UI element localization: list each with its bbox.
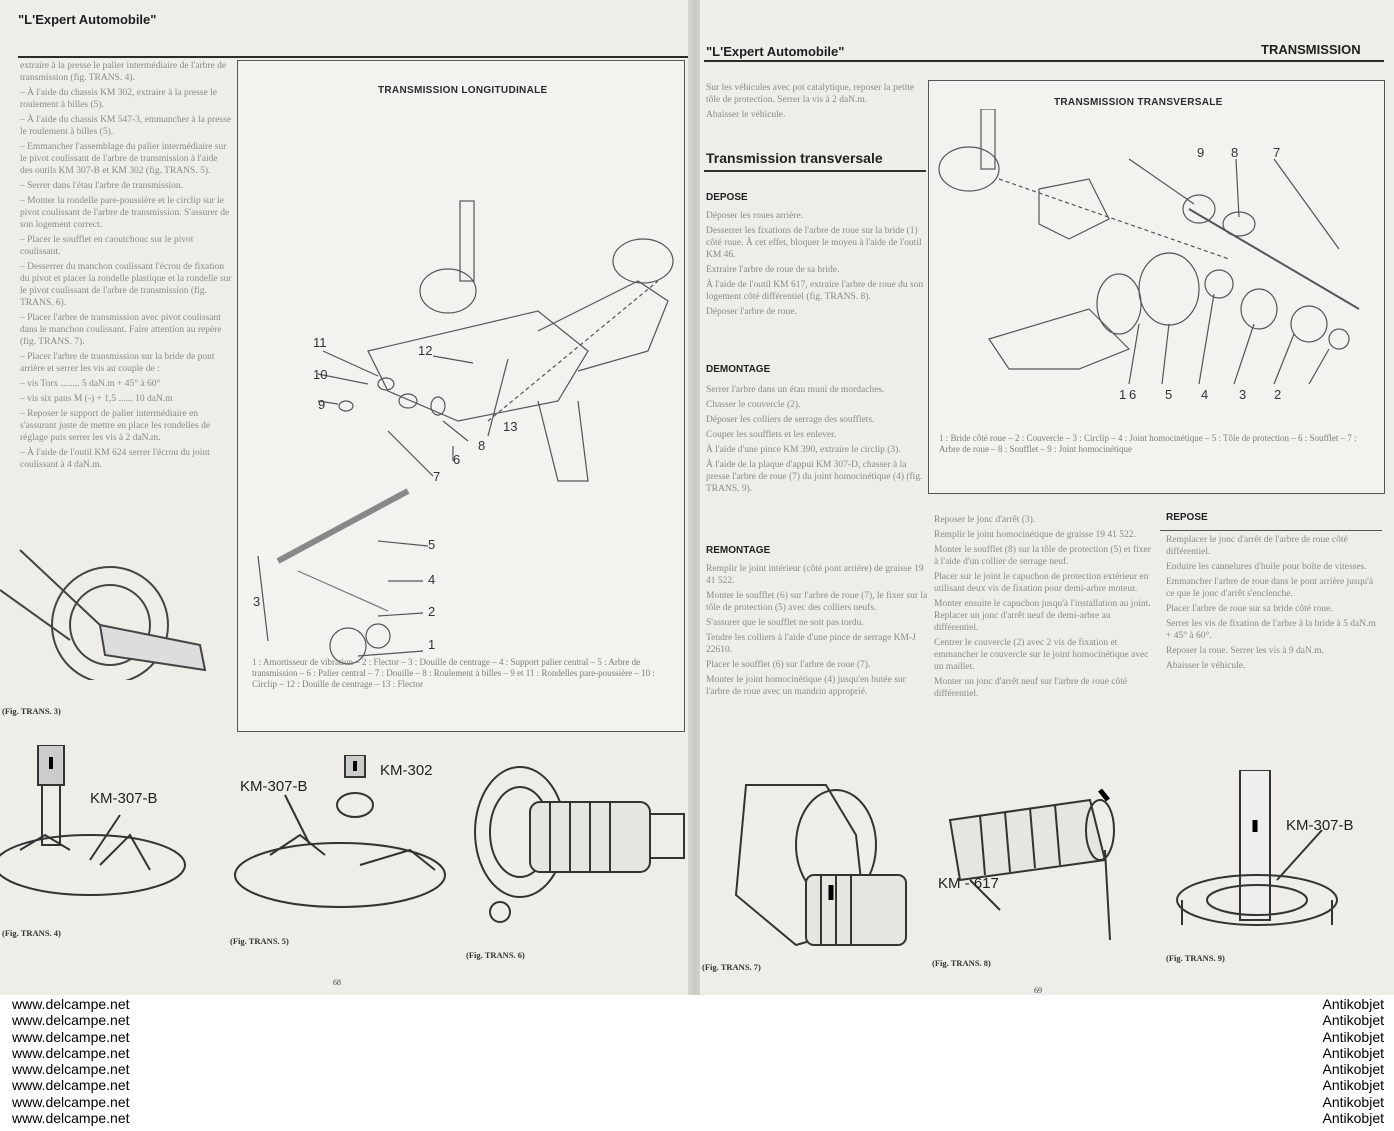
mid-para: Monter un jonc d'arrêt neuf sur l'arbre de roue côté différentiel.: [934, 677, 1128, 699]
footer-left-line: www.delcampe.net: [12, 1061, 130, 1078]
diagram-number-3: 3: [253, 594, 261, 609]
footer-left-line: www.delcampe.net: [12, 1110, 130, 1127]
depose-para: Desserrer les fixations de l'arbre de roue sur la bride (1) côté roue. À cet effet, bloquer le moyeu à l'aide de l'outil KM 46.: [706, 226, 922, 260]
footer-right-watermark: [1323, 996, 1384, 1126]
fig-trans-8-tool-label: KM - 617: [938, 875, 999, 892]
fig-trans-5-caption: (Fig. TRANS. 5): [230, 936, 289, 946]
section-title-rule: [704, 170, 926, 172]
left-para: – Placer le soufflet en caoutchouc sur le pivot coulissant.: [20, 235, 194, 257]
fig-trans-8-caption: (Fig. TRANS. 8): [932, 958, 991, 968]
diagram-number-7: 7: [433, 469, 441, 484]
demontage-para: Déposer les colliers de serrage des soufflets.: [706, 415, 875, 425]
left-para: – À l'aide du chassis KM 547-3, emmancher à la presse le roulement à billes (5).: [20, 115, 231, 137]
transverse-exploded-view: [929, 109, 1384, 429]
left-body-text: [20, 60, 232, 474]
right-page-header-right: TRANSMISSION: [1261, 42, 1361, 57]
left-para: – À l'aide de l'outil KM 624 serrer l'écrou du joint coulissant à 4 daN.m.: [20, 448, 210, 470]
repose-para: Enduire les cannelures d'huile pour boîte de vitesses.: [1166, 562, 1367, 572]
fig-trans-5-illustration: [230, 755, 455, 915]
diagram-number-4: 4: [428, 572, 436, 587]
left-para: – Placer l'arbre de transmission avec pivot coulissant dans le manchon coulissant. Faire attention au repère (fig. TRANS. 7).: [20, 313, 222, 347]
remontage-text: [706, 563, 928, 701]
diagram-number-9: 9: [1197, 145, 1205, 160]
demontage-para: À l'aide de la plaque d'appui KM 307-D, chasser à la presse l'arbre de roue (7) du joint homocinétique (4) (fig. TRANS. 9).: [706, 460, 923, 494]
diagram-number-4: 4: [1201, 387, 1209, 402]
mid-para: Centrer le couvercle (2) avec 2 vis de fixation et emmancher le couvercle sur le joint homocinétique avec un maillet.: [934, 638, 1149, 672]
fig-trans-9-tool-label: KM-307-B: [1286, 817, 1354, 834]
diagram-number-5: 5: [1165, 387, 1173, 402]
left-para: – Placer l'arbre de transmission sur la bride de pont arrière et serrer les vis au couple de :: [20, 352, 215, 374]
diagram-title: TRANSMISSION TRANSVERSALE: [1054, 97, 1223, 108]
repose-para: Reposer la roue. Serrer les vis à 9 daN.m.: [1166, 646, 1325, 656]
right-header-rule: [704, 60, 1384, 62]
left-page-header: "L'Expert Automobile": [18, 12, 157, 27]
fig-trans-8-illustration: [930, 770, 1155, 950]
left-para: – À l'aide du chassis KM 302, extraire à la presse le roulement à billes (5).: [20, 88, 217, 110]
fig-trans-9-caption: (Fig. TRANS. 9): [1166, 953, 1225, 963]
remontage-para: Remplir le joint intérieur (côté pont arrière) de graisse 19 41 522.: [706, 564, 924, 586]
repose-para: Emmancher l'arbre de roue dans le pont arrière jusqu'à ce que le jonc d'arrêt s'enclenche.: [1166, 577, 1374, 599]
fig-trans-6-illustration: [460, 762, 685, 942]
diagram-number-6: 6: [1129, 387, 1137, 402]
footer-right-line: Antikobjet: [1322, 1061, 1384, 1078]
transmission-transversale-diagram: [928, 80, 1385, 494]
repose-para: Serrer les vis de fixation de l'arbre à la bride à 5 daN.m + 45° à 60°.: [1166, 619, 1376, 641]
diagram-number-10: 10: [313, 367, 328, 382]
repose-text: [1166, 534, 1382, 675]
footer-left-line: www.delcampe.net: [12, 996, 130, 1012]
diagram-number-2: 2: [1274, 387, 1282, 402]
fig-trans-3-illustration: [0, 530, 230, 680]
diagram-number-8: 8: [1231, 145, 1239, 160]
longitudinal-exploded-view: [238, 101, 684, 681]
left-page: [0, 0, 690, 995]
fig-trans-7-caption: (Fig. TRANS. 7): [702, 962, 761, 972]
diagram-legend: 1 : Bride côté roue – 2 : Couvercle – 3 : Circlip – 4 : Joint homocinétique – 5 : Tôle de protection – 6 : Soufflet – 7 : Arbre de roue – 8 : Soufflet – 9 : Joint homocinétique: [939, 433, 1357, 454]
diagram-number-1: 1: [428, 637, 436, 652]
diagram-number-3: 3: [1239, 387, 1247, 402]
remontage-para: Tendre les colliers à l'aide d'une pince de serrage KM-J 22610.: [706, 633, 916, 655]
section-title: Transmission transversale: [706, 150, 883, 166]
diagram-number-9: 9: [318, 397, 326, 412]
depose-para: Extraire l'arbre de roue de sa bride.: [706, 265, 840, 275]
right-intro-text: [706, 82, 928, 124]
diagram-number-2: 2: [428, 604, 436, 619]
diagram-number-13: 13: [503, 419, 518, 434]
footer-right-line: Antikobjet: [1322, 996, 1384, 1012]
footer-right-line: Antikobjet: [1322, 1044, 1384, 1061]
diagram-number-11: 11: [313, 335, 327, 350]
right-page: [700, 0, 1394, 995]
footer-right-line: Antikobjet: [1322, 1077, 1384, 1094]
footer-right-line: Antikobjet: [1322, 1110, 1384, 1127]
fig-trans-4-caption: (Fig. TRANS. 4): [2, 928, 61, 938]
footer-left-line: www.delcampe.net: [12, 1077, 130, 1094]
intro-para: Abaisser le véhicule.: [706, 110, 786, 120]
footer-right-line: Antikobjet: [1322, 1012, 1384, 1029]
repose-para: Placer l'arbre de roue sur sa bride côté roue.: [1166, 604, 1333, 614]
footer-left-line: www.delcampe.net: [12, 1012, 130, 1029]
left-para: – vis six pans M (-) + 1,5 ...... 10 daN.m: [20, 394, 173, 404]
right-page-header-left: "L'Expert Automobile": [706, 44, 845, 59]
footer-left-line: www.delcampe.net: [12, 1028, 130, 1045]
fig-trans-5-tool-label-b: KM-302: [380, 762, 433, 779]
left-para: – Desserrer du manchon coulissant l'écrou de fixation du pivot et placer la rondelle plastique et la rondelle sur le pivot coulissant de l'arbre de transmission (fig. TRANS. 6).: [20, 262, 232, 308]
mid-column-text: [934, 514, 1156, 703]
fig-trans-7-illustration: [706, 775, 921, 955]
repose-para: Abaisser le véhicule.: [1166, 661, 1246, 671]
depose-para: À l'aide de l'outil KM 617, extraire l'arbre de roue du son logement côté différentiel (fig. TRANS. 8).: [706, 280, 924, 302]
right-page-number: 69: [1034, 986, 1042, 995]
diagram-title: TRANSMISSION LONGITUDINALE: [378, 85, 548, 96]
remontage-para: S'assurer que le soufflet ne soit pas tordu.: [706, 618, 864, 628]
footer-left-line: www.delcampe.net: [12, 1093, 130, 1110]
depose-para: Déposer l'arbre de roue.: [706, 307, 797, 317]
fig-trans-9-illustration: [1162, 770, 1387, 950]
mid-para: Monter le soufflet (8) sur la tôle de protection (5) et fixer à l'aide d'un collier de serrage neuf.: [934, 545, 1151, 567]
diagram-legend: 1 : Amortisseur de vibration – 2 : Flector – 3 : Douille de centrage – 4 : Support palier central – 5 : Arbre de transmission – 6 : Palier central – 7 : Douille – 8 : Roulement à billes – 9 et 11 : Rondelles pare-poussière – 10 : Circlip – 12 : Douille de centrage – 13 : Flector: [252, 657, 655, 689]
fig-trans-6-caption: (Fig. TRANS. 6): [466, 950, 525, 960]
left-para: – Serrer dans l'étau l'arbre de transmission.: [20, 181, 184, 191]
demontage-para: À l'aide d'une pince KM 390, extraire le circlip (3).: [706, 445, 901, 455]
demontage-para: Chasser le couvercle (2).: [706, 400, 801, 410]
left-header-rule: [18, 56, 690, 58]
demontage-title: DEMONTAGE: [706, 364, 771, 375]
depose-text: [706, 210, 928, 321]
demontage-para: Couper les soufflets et les enlever.: [706, 430, 837, 440]
mid-para: Reposer le jonc d'arrêt (3).: [934, 515, 1036, 525]
remontage-para: Monter le soufflet (6) sur l'arbre de roue (7), le fixer sur la tôle de protection (5) avec des colliers neufs.: [706, 591, 928, 613]
diagram-number-7: 7: [1273, 145, 1281, 160]
left-para: extraire à la presse le palier intermédiaire de l'arbre de transmission (fig. TRANS. 4).: [20, 61, 227, 83]
left-para: – Reposer le support de palier intermédiaire en s'assurant juste de mettre en place les rondelles de réglage puis serrer les vis à 2 daN.m.: [20, 409, 211, 443]
diagram-number-12: 12: [418, 343, 433, 358]
depose-title: DEPOSE: [706, 192, 748, 203]
diagram-number-8: 8: [478, 438, 486, 453]
footer-left-line: www.delcampe.net: [12, 1044, 130, 1061]
remontage-para: Monter le joint homocinétique (4) jusqu'en butée sur l'arbre de roue avec un mandrin approprié.: [706, 675, 906, 697]
depose-para: Déposer les roues arrière.: [706, 211, 804, 221]
left-para: – vis Torx ........ 5 daN.m + 45° à 60°: [20, 379, 161, 389]
diagram-number-6: 6: [453, 452, 461, 467]
left-page-number: 68: [333, 978, 341, 987]
footer-right-line: Antikobjet: [1322, 1093, 1384, 1110]
demontage-text: [706, 384, 928, 498]
fig-trans-4-tool-label: KM-307-B: [90, 790, 158, 807]
repose-rule: [1160, 530, 1382, 531]
repose-para: Remplacer le jonc d'arrêt de l'arbre de roue côté différentiel.: [1166, 535, 1348, 557]
demontage-para: Serrer l'arbre dans un étau muni de mordaches.: [706, 385, 885, 395]
fig-trans-4-illustration: [0, 745, 200, 905]
diagram-number-5: 5: [428, 537, 436, 552]
mid-para: Remplir le joint homocinétique de graisse 19 41 522.: [934, 530, 1136, 540]
fig-trans-5-tool-label-a: KM-307-B: [240, 778, 308, 795]
left-para: – Monter la rondelle pare-poussière et le circlip sur le pivot coulissant de l'arbre de transmission. S'assurer de son logement correct.: [20, 196, 230, 230]
mid-para: Monter ensuite le capuchon jusqu'à l'installation au joint. Replacer un jonc d'arrêt neuf de demi-arbre au différentiel.: [934, 599, 1151, 633]
fig-trans-3-caption: (Fig. TRANS. 3): [2, 706, 61, 716]
remontage-para: Placer le soufflet (6) sur l'arbre de roue (7).: [706, 660, 871, 670]
transmission-longitudinale-diagram: [237, 60, 685, 732]
remontage-title: REMONTAGE: [706, 545, 771, 556]
left-para: – Emmancher l'assemblage du palier intermédiaire sur le pivot coulissant de l'arbre de transmission à l'aide des outils KM 307-B et KM 302 (fig. TRANS. 5).: [20, 142, 227, 176]
repose-title: REPOSE: [1166, 512, 1208, 523]
footer-left-watermark: [12, 996, 130, 1126]
intro-para: Sur les véhicules avec pot catalytique, reposer la petite tôle de protection. Serrer la vis à 2 daN.m.: [706, 83, 915, 105]
diagram-number-1: 1: [1119, 387, 1127, 402]
mid-para: Placer sur le joint le capuchon de protection extérieur en utilisant deux vis de fixation pour demi-arbre moteur.: [934, 572, 1149, 594]
footer-right-line: Antikobjet: [1322, 1028, 1384, 1045]
